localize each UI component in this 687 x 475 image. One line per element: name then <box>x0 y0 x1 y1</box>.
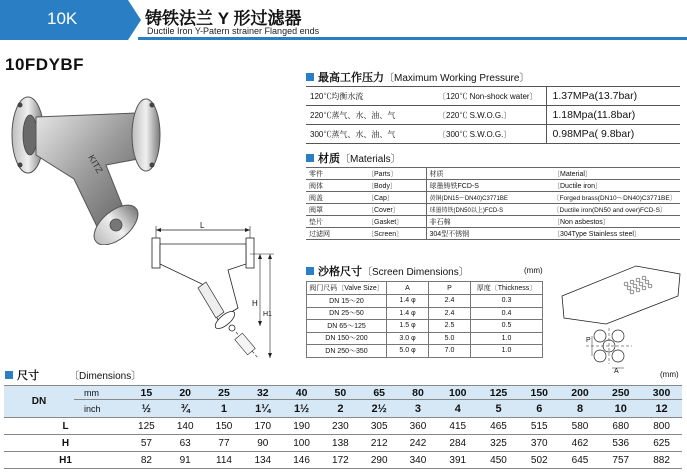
table-row <box>307 295 543 308</box>
pressure-value: 1.18Mpa(11.8bar) <box>546 106 680 125</box>
cell: 1.5 φ <box>387 320 429 333</box>
size-mm: 50 <box>321 386 360 400</box>
cell: 57 <box>127 435 166 452</box>
table-row <box>306 180 680 192</box>
dim-label-l: L <box>4 418 127 435</box>
size-inch: 8 <box>560 400 601 418</box>
col-valve-size: 阀门尺码〔Valve Size〕 <box>307 282 387 295</box>
cell: 391 <box>437 452 478 469</box>
table-row <box>307 345 543 358</box>
cell: 138 <box>321 435 360 452</box>
dim-label-h: H <box>4 435 127 452</box>
cell: 91 <box>166 452 205 469</box>
cell: 134 <box>243 452 282 469</box>
size-mm: 80 <box>399 386 438 400</box>
cell: 580 <box>560 418 601 435</box>
mm-label: mm <box>74 386 127 400</box>
size-inch: 5 <box>478 400 519 418</box>
table-row <box>306 228 680 240</box>
cell: 360 <box>399 418 438 435</box>
size-mm: 125 <box>478 386 519 400</box>
cell: 77 <box>205 435 244 452</box>
dn-label: DN <box>4 386 74 418</box>
cell: 882 <box>641 452 682 469</box>
dimensions-section-title: 尺寸 〔Dimensions〕 <box>5 367 141 383</box>
size-inch: 2½ <box>360 400 399 418</box>
section-bullet <box>5 371 13 379</box>
size-inch: 4 <box>437 400 478 418</box>
cell: 63 <box>166 435 205 452</box>
cell: 82 <box>127 452 166 469</box>
cell: 170 <box>243 418 282 435</box>
drawing-label-h: H <box>252 299 258 308</box>
drawing-label-l: L <box>200 222 205 230</box>
size-inch: 2 <box>321 400 360 418</box>
dimensions-unit: (mm) <box>660 370 679 379</box>
part-cn: 过滤网 <box>306 228 364 240</box>
cell: 1.0 <box>471 332 543 345</box>
size-mm: 200 <box>560 386 601 400</box>
model-number: 10FDYBF <box>5 55 85 74</box>
cell: 3.0 φ <box>387 332 429 345</box>
series-code: 10K <box>47 9 78 28</box>
drawing-label-h1: H1 <box>263 311 272 318</box>
size-inch-row <box>4 400 682 418</box>
size-mm: 65 <box>360 386 399 400</box>
material-en: 〔Ductile iron(DN50 and over)FCD-S〕 <box>550 204 680 216</box>
part-en: 〔Gasket〕 <box>364 216 426 228</box>
size-inch: 3 <box>399 400 438 418</box>
cell: 415 <box>437 418 478 435</box>
part-cn: 阀盖 <box>306 192 364 204</box>
part-cn: 垫片 <box>306 216 364 228</box>
pressure-condition-en: 〔300℃ S.W.O.G.〕 <box>434 125 546 144</box>
cell: 5.0 <box>429 332 471 345</box>
size-mm: 15 <box>127 386 166 400</box>
size-mm: 150 <box>519 386 560 400</box>
cell: 2.5 <box>429 320 471 333</box>
part-en: 〔Body〕 <box>364 180 426 192</box>
cell: 114 <box>205 452 244 469</box>
cell: 325 <box>478 435 519 452</box>
header-chevron <box>128 0 141 40</box>
screen-detail-drawing <box>556 262 684 374</box>
col-thickness: 厚度〔Thickness〕 <box>471 282 543 295</box>
cell: 465 <box>478 418 519 435</box>
size-inch: ¾ <box>166 400 205 418</box>
cell: 290 <box>360 452 399 469</box>
cell: 462 <box>560 435 601 452</box>
cell: 680 <box>600 418 641 435</box>
pressure-condition-cn: 220℃蒸气、水、油、气 <box>306 106 434 125</box>
cell: DN 25～50 <box>307 307 387 320</box>
cell: 100 <box>282 435 321 452</box>
cell: 625 <box>641 435 682 452</box>
size-inch: ½ <box>127 400 166 418</box>
size-mm: 32 <box>243 386 282 400</box>
cell: 125 <box>127 418 166 435</box>
size-mm: 100 <box>437 386 478 400</box>
cell: 212 <box>360 435 399 452</box>
size-inch: 10 <box>600 400 641 418</box>
col-p: P <box>429 282 471 295</box>
inch-label: inch <box>74 400 127 418</box>
cell: 7.0 <box>429 345 471 358</box>
section-bullet <box>306 267 314 275</box>
table-row <box>306 106 680 125</box>
cell: 450 <box>478 452 519 469</box>
table-row <box>306 192 680 204</box>
cell: 536 <box>600 435 641 452</box>
cell: 190 <box>282 418 321 435</box>
material-cn: 球墨铸铁FCD-S <box>426 180 550 192</box>
table-row <box>4 418 682 435</box>
pressure-section-title: 最高工作压力〔Maximum Working Pressure〕 <box>306 69 529 85</box>
pressure-value: 1.37MPa(13.7bar) <box>546 87 680 106</box>
table-row <box>306 216 680 228</box>
screen-detail-label-p: P <box>586 337 591 344</box>
material-cn: 黄铜(DN15～DN40)C3771BE <box>426 192 550 204</box>
part-en: 〔Cap〕 <box>364 192 426 204</box>
table-row <box>4 452 682 469</box>
size-inch: 1¼ <box>243 400 282 418</box>
cell: 1.0 <box>471 345 543 358</box>
col-part-en: 〔Parts〕 <box>364 168 426 180</box>
col-a: A <box>387 282 429 295</box>
pressure-condition-cn: 300℃蒸气、水、油、气 <box>306 125 434 144</box>
table-row <box>307 320 543 333</box>
pressure-condition-en: 〔120℃ Non-shock water〕 <box>434 87 546 106</box>
cell: 340 <box>399 452 438 469</box>
cell: 757 <box>600 452 641 469</box>
dim-label-h1: H1 <box>4 452 127 469</box>
table-header-row <box>307 282 543 295</box>
screen-detail-label-a: A <box>614 368 619 374</box>
material-cn: 球墨铸铁(DN50以上)FCD-S <box>426 204 550 216</box>
size-inch: 1 <box>205 400 244 418</box>
cell: DN 65～125 <box>307 320 387 333</box>
table-header-row <box>306 168 680 180</box>
table-row <box>306 204 680 216</box>
part-cn: 阀罩 <box>306 204 364 216</box>
cell: 1.4 φ <box>387 307 429 320</box>
col-material-en: 〔Material〕 <box>550 168 680 180</box>
pressure-value: 0.98MPa( 9.8bar) <box>546 125 680 144</box>
cell: 242 <box>399 435 438 452</box>
cell: 0.3 <box>471 295 543 308</box>
material-cn: 304型不锈钢 <box>426 228 550 240</box>
section-bullet <box>306 73 314 81</box>
cell: 515 <box>519 418 560 435</box>
cell: 305 <box>360 418 399 435</box>
material-en: 〔Ductile iron〕 <box>550 180 680 192</box>
dimension-drawing <box>146 222 276 362</box>
table-row <box>307 332 543 345</box>
cell: 1.4 φ <box>387 295 429 308</box>
cell: 146 <box>282 452 321 469</box>
screen-unit: (mm) <box>524 266 543 275</box>
cell: 502 <box>519 452 560 469</box>
size-mm-row <box>4 386 682 400</box>
page-header <box>0 0 687 40</box>
table-row <box>4 435 682 452</box>
header-rule <box>138 37 687 40</box>
screen-section-title: 沙格尺寸〔Screen Dimensions〕 <box>306 263 469 279</box>
cell: 5.0 φ <box>387 345 429 358</box>
size-mm: 300 <box>641 386 682 400</box>
materials-section-title: 材质〔Materials〕 <box>306 150 401 166</box>
cell: 140 <box>166 418 205 435</box>
page-title: 铸铁法兰 Y 形过滤器 <box>145 9 302 28</box>
cast-mark-kitz: KITZ <box>86 153 105 175</box>
strainer-photo <box>6 95 166 245</box>
size-inch: 12 <box>641 400 682 418</box>
cell: 2.4 <box>429 295 471 308</box>
col-material-cn: 材质 <box>426 168 550 180</box>
size-mm: 20 <box>166 386 205 400</box>
size-mm: 250 <box>600 386 641 400</box>
table-row <box>306 125 680 144</box>
screen-table <box>306 281 543 358</box>
part-cn: 阀体 <box>306 180 364 192</box>
cell: 0.5 <box>471 320 543 333</box>
part-en: 〔Cover〕 <box>364 204 426 216</box>
cell: 172 <box>321 452 360 469</box>
cell: 800 <box>641 418 682 435</box>
cell: 90 <box>243 435 282 452</box>
material-cn: 非石棉 <box>426 216 550 228</box>
cell: 645 <box>560 452 601 469</box>
part-en: 〔Screen〕 <box>364 228 426 240</box>
size-mm: 25 <box>205 386 244 400</box>
table-row <box>306 87 680 106</box>
cell: DN 250～350 <box>307 345 387 358</box>
cell: 2.4 <box>429 307 471 320</box>
pressure-table <box>306 86 680 144</box>
material-en: 〔304Type Stainless steel〕 <box>550 228 680 240</box>
cell: 230 <box>321 418 360 435</box>
cell: 0.4 <box>471 307 543 320</box>
size-mm: 40 <box>282 386 321 400</box>
size-inch: 6 <box>519 400 560 418</box>
dimensions-table <box>4 385 682 469</box>
col-part-cn: 零件 <box>306 168 364 180</box>
size-inch: 1½ <box>282 400 321 418</box>
cell: 370 <box>519 435 560 452</box>
table-row <box>307 307 543 320</box>
page-subtitle: Ductile Iron Y-Patern strainer Flanged ends <box>147 26 320 36</box>
pressure-condition-cn: 120℃均衡水流 <box>306 87 434 106</box>
material-en: 〔Forged brass(DN10～DN40)C3771BE〕 <box>550 192 680 204</box>
cell: 284 <box>437 435 478 452</box>
cell: DN 150～200 <box>307 332 387 345</box>
cell: DN 15～20 <box>307 295 387 308</box>
section-bullet <box>306 154 314 162</box>
material-en: 〔Non asbestos〕 <box>550 216 680 228</box>
pressure-condition-en: 〔220℃ S.W.O.G.〕 <box>434 106 546 125</box>
cell: 150 <box>205 418 244 435</box>
materials-table <box>306 167 680 240</box>
